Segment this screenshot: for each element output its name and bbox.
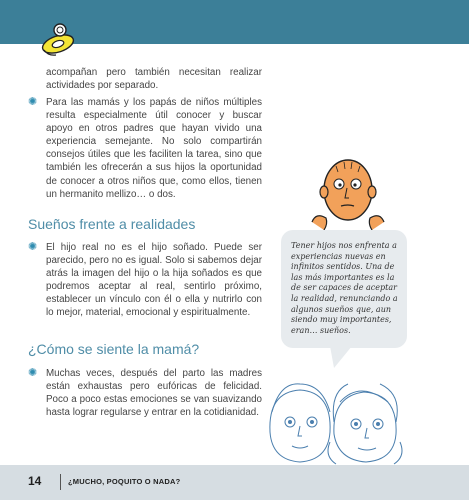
page-number: 14 bbox=[28, 474, 42, 488]
running-title: ¿MUCHO, POQUITO O NADA? bbox=[68, 477, 181, 486]
paragraph-real-child-text: El hijo real no es el hijo soñado. Puede ser parecido, pero no es igual. Solo si sabemos dejar atrás la imagen del hijo o la hija soñados es que podremos aceptar al real, sentirlo próximo, establecer un vínculo con él o ella y nutrirlo con lo mejor, material, emocional y espiritualmente. bbox=[46, 242, 262, 319]
text-block-real-child bbox=[28, 241, 262, 320]
asterisk-icon: ✺ bbox=[28, 367, 38, 379]
quote-text: Tener hijos nos enfrenta a experiencias nuevas en infinitos sentidos. Una de las más importantes es la de ser capaces de aceptar la realidad, renunciando a algunos sueños que, aun siendo muy importantes, eran… sueños. bbox=[291, 241, 398, 335]
paragraph-parents bbox=[28, 96, 262, 201]
asterisk-icon: ✺ bbox=[28, 241, 38, 253]
intro-continuation: acompañan pero también necesitan realizar actividades por separado. bbox=[46, 67, 262, 92]
heading-dreams: Sueños frente a realidades bbox=[28, 216, 196, 232]
footer-divider bbox=[60, 474, 61, 490]
text-block-intro bbox=[28, 66, 262, 92]
asterisk-icon: ✺ bbox=[28, 96, 38, 108]
bubble-tail bbox=[330, 346, 352, 368]
paragraph-mom bbox=[28, 367, 262, 419]
parents-sketch-illustration bbox=[260, 372, 430, 466]
paragraph-parents-text: Para las mamás y los papás de niños múltiples resulta especialmente útil conocer y buscar apoyo en otros padres que hayan vivido una experiencia semejante. No solo compartirán consejos útiles que les faciliten la tarea, sino que también les ofrecerán a sus hijos la oportunidad de conocer a otros niños que, como ellos, tienen un hermanito mellizo… o dos. bbox=[46, 97, 262, 200]
text-block-parents bbox=[28, 96, 262, 201]
pacifier-icon bbox=[36, 20, 80, 64]
heading-mom: ¿Cómo se siente la mamá? bbox=[28, 341, 200, 357]
paragraph-real-child bbox=[28, 241, 262, 320]
bald-child-illustration bbox=[298, 152, 398, 234]
quote-bubble bbox=[281, 230, 407, 348]
text-block-mom bbox=[28, 367, 262, 419]
paragraph-mom-text: Muchas veces, después del parto las madres están exhaustas pero eufóricas de felicidad. Poco a poco estas emociones se van suavizando hasta lograr regularse y entrar en la cotidianidad. bbox=[46, 368, 262, 419]
